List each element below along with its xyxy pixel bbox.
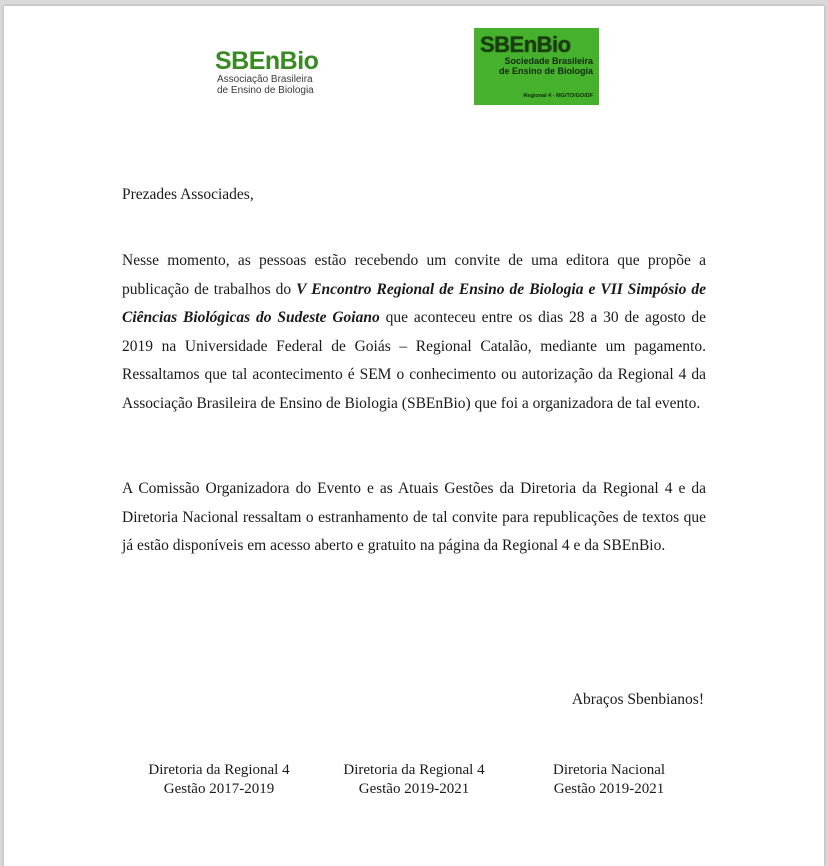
signature-line1: Diretoria Nacional xyxy=(552,762,666,778)
signature-regional-2017 xyxy=(134,761,304,799)
signature-line1: Diretoria da Regional 4 xyxy=(343,762,485,778)
logo-title: SBEnBio xyxy=(215,47,319,75)
document-page xyxy=(4,6,824,866)
sbenbio-logo xyxy=(215,48,335,104)
signature-regional-2019 xyxy=(329,761,499,799)
logo-subtitle-line2: de Ensino de Biologia xyxy=(217,85,314,96)
regional-logo xyxy=(474,28,599,105)
paragraph-1-start: Nesse momento, as pessoas estão recebendo um convite de uma editora que propõe a publicação de trabalhos do xyxy=(122,252,706,298)
signature-line2: Gestão 2019-2021 xyxy=(553,781,665,797)
regional-logo-region: Regional 4 - MG/TO/GO/DF xyxy=(523,93,593,99)
regional-logo-line2: de Ensino de Biologia xyxy=(498,66,593,76)
closing: Abraços Sbenbianos! xyxy=(571,691,704,708)
greeting: Prezades Associades, xyxy=(122,186,254,203)
regional-logo-line1: Sociedade Brasileira xyxy=(504,56,593,66)
signature-nacional-2019 xyxy=(524,761,694,799)
event-name: V Encontro Regional de Ensino de Biologia e VII Simpósio de Ciências Biológicas do Sudeste Goiano xyxy=(122,280,706,326)
signature-line1: Diretoria da Regional 4 xyxy=(148,762,290,778)
paragraph-1 xyxy=(122,247,706,418)
signature-line2: Gestão 2017-2019 xyxy=(163,781,275,797)
signature-line2: Gestão 2019-2021 xyxy=(358,781,470,797)
paragraph-2: A Comissão Organizadora do Evento e as Atuais Gestões da Diretoria da Regional 4 e da Diretoria Nacional ressaltam o estranhamento de tal convite para republicações de textos que já estão disponíveis em acesso aberto e gratuito na página da Regional 4 e da SBEnBio. xyxy=(122,480,706,554)
logo-subtitle-line1: Associação Brasileira xyxy=(217,74,313,85)
paragraph-1-end: que aconteceu entre os dias 28 a 30 de agosto de 2019 na Universidade Federal de Goiás – Regional Catalão, mediante um pagamento. Ressaltamos que tal acontecimento é SEM o conhecimento ou autorização da Regional 4 da Associação Brasileira de Ensino de Biologia (SBEnBio) que foi a organizadora de tal evento. xyxy=(122,309,706,412)
regional-logo-title: SBEnBio xyxy=(480,32,571,57)
